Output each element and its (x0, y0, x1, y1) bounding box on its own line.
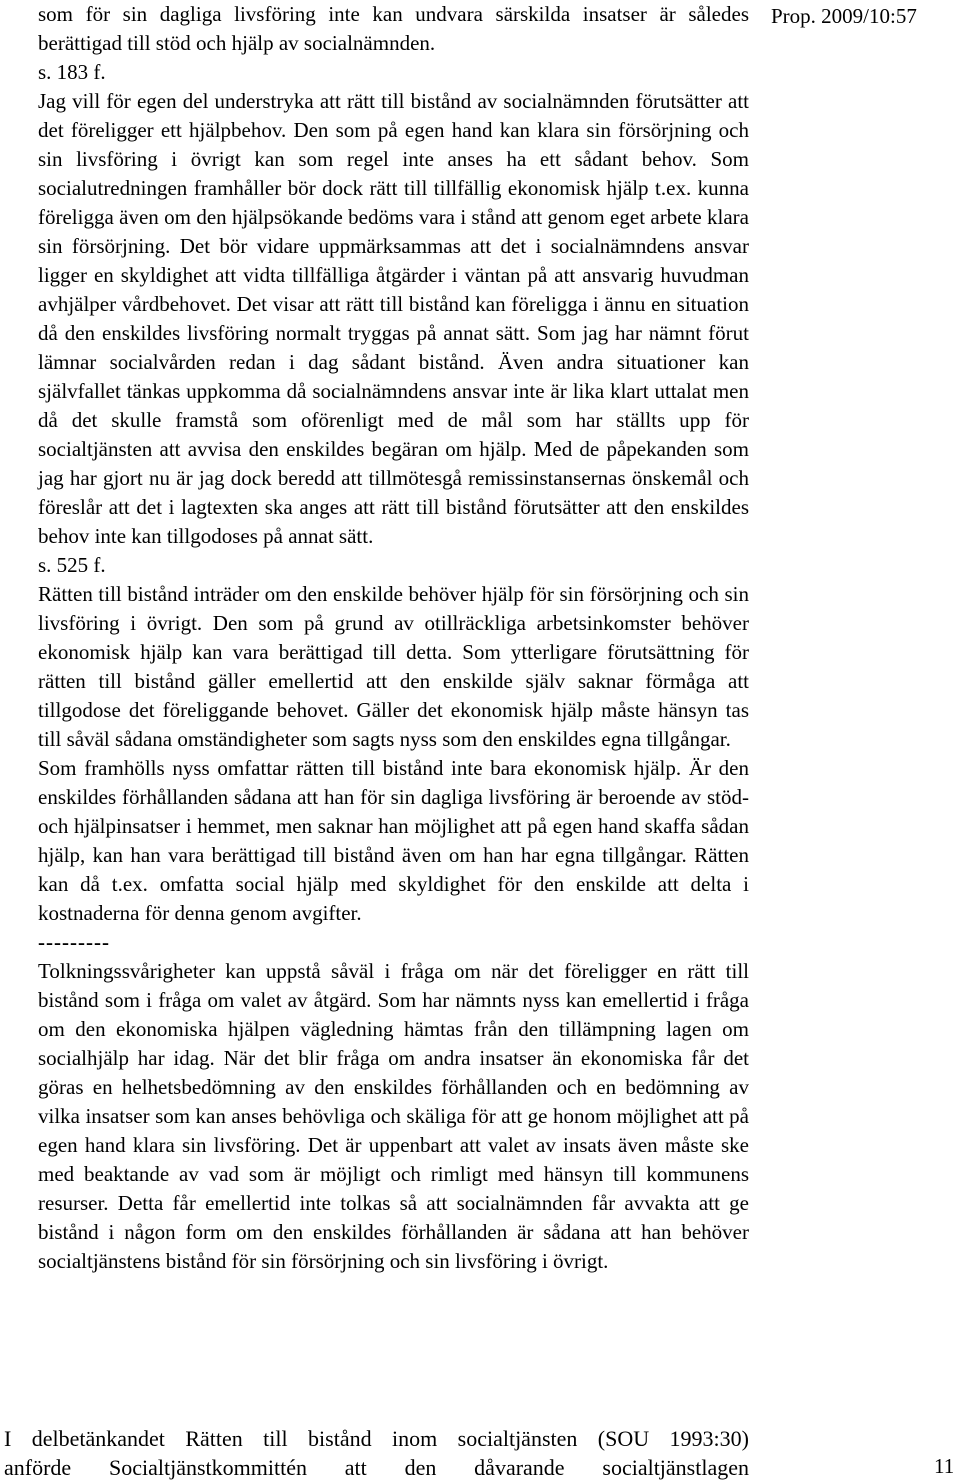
page-number: 11 (934, 1454, 955, 1478)
separator-line: --------- (38, 930, 110, 954)
paragraph-4: Som framhölls nyss omfattar rätten till bistånd inte bara ekonomisk hjälp. Är den enskildes förhållanden sådana att han för sin dagliga livsföring är beroende av stöd- och hjälpinsatser i hemmet, men saknar han möjlighet att på egen hand skaffa sådan hjälp, kan han vara berättigad till bistånd även om han har egna tillgångar. Rätten kan då t.ex. omfatta social hjälp med skyldighet för den enskilde att delta i kostnaderna för denna genom avgifter. (38, 756, 749, 925)
paragraph-3: Rätten till bistånd inträder om den enskilde behöver hjälp för sin försörjning och sin livsföring i övrigt. Den som på grund av otillräckliga arbetsinkomster behöver ekonomisk hjälp kan vara berättigad till detta. Som ytterligare förutsättning för rätten till bistånd gäller emellertid att den enskilde själv saknar förmåga att tillgodose det föreliggande behovet. Gäller det ekonomisk hjälp måste hänsyn tas till såväl sådana omständigheter som sagts nyss som den enskildes egna tillgångar. (38, 582, 749, 751)
paragraph-2: Jag vill för egen del understryka att rätt till bistånd av socialnämnden förutsätter att det föreligger ett hjälpbehov. Den som på egen hand kan klara sin försörjning och sin livsföring i övrigt kan som regel inte anses ha ett sådant behov. Som socialutredningen framhåller bör dock rätt till tillfällig ekonomisk hjälp t.ex. kunna föreligga även om den hjälpsökande bedöms vara i stånd att genom eget arbete klara sin försörjning. Det bör vidare uppmärksammas att det i socialnämndens ansvar ligger en skyldighet att vidta tillfälliga åtgärder i väntan på att ansvarig huvudman avhjälper vårdbehovet. Det visar att rätt till bistånd kan föreligga i ännu en situation då den enskildes livsföring normalt tryggas på annat sätt. Som jag har nämnt förut lämnar socialvården redan i dag sådant bistånd. Även andra situationer kan självfallet tänkas uppkomma då socialnämndens ansvar inte är lika klart uttalat men då det skulle framstå som oförenligt med de mål som har ställts upp för socialtjänsten att avvisa den enskildes begäran om hjälp. Med de påpekanden som jag har gjort nu är jag dock beredd att tillmötesgå remissinstansernas önskemål och föreslår att det i lagtexten ska anges att rätt till bistånd förutsätter att den enskildes behov inte kan tillgodoses på annat sätt. (38, 89, 749, 548)
body-text (38, 0, 749, 1276)
paragraph-1: som för sin dagliga livsföring inte kan undvara särskilda insatser är således berättigad till stöd och hjälp av socialnämnden. (38, 2, 749, 55)
proposition-reference: Prop. 2009/10:57 (771, 4, 917, 28)
paragraph-5: Tolkningssvårigheter kan uppstå såväl i fråga om när det föreligger en rätt till bistånd som i fråga om valet av åtgärd. Som har nämnts nyss kan emellertid i fråga om den ekonomiska hjälpen vägledning hämtas från den tillämpning lagen om socialhjälp har idag. När det blir fråga om andra insatser än ekonomiska får det göras en helhetsbedömning av den enskildes förhållanden och en bedömning av vilka insatser som kan anses behövliga och skäliga för att ge honom möjlighet att på egen hand klara sin livsföring. Det är uppenbart att valet av insats även måste ske med beaktande av vad som är möjligt och rimligt med hänsyn till kommunens resurser. Detta får emellertid inte tolkas så att socialnämnden får avvakta att ge bistånd i någon form om den enskildes förhållanden är sådana att han behöver socialtjänstens bistånd för sin försörjning och sin livsföring i övrigt. (38, 959, 749, 1273)
footer-line-2: anförde Socialtjänstkommittén att den dåvarande socialtjänstlagen (4, 1455, 749, 1480)
footer-line-1: I delbetänkandet Rätten till bistånd inom socialtjänsten (SOU 1993:30) (4, 1426, 749, 1451)
citation-page-ref-1: s. 183 f. (38, 60, 106, 84)
citation-page-ref-2: s. 525 f. (38, 553, 106, 577)
footer-text (4, 1424, 749, 1482)
